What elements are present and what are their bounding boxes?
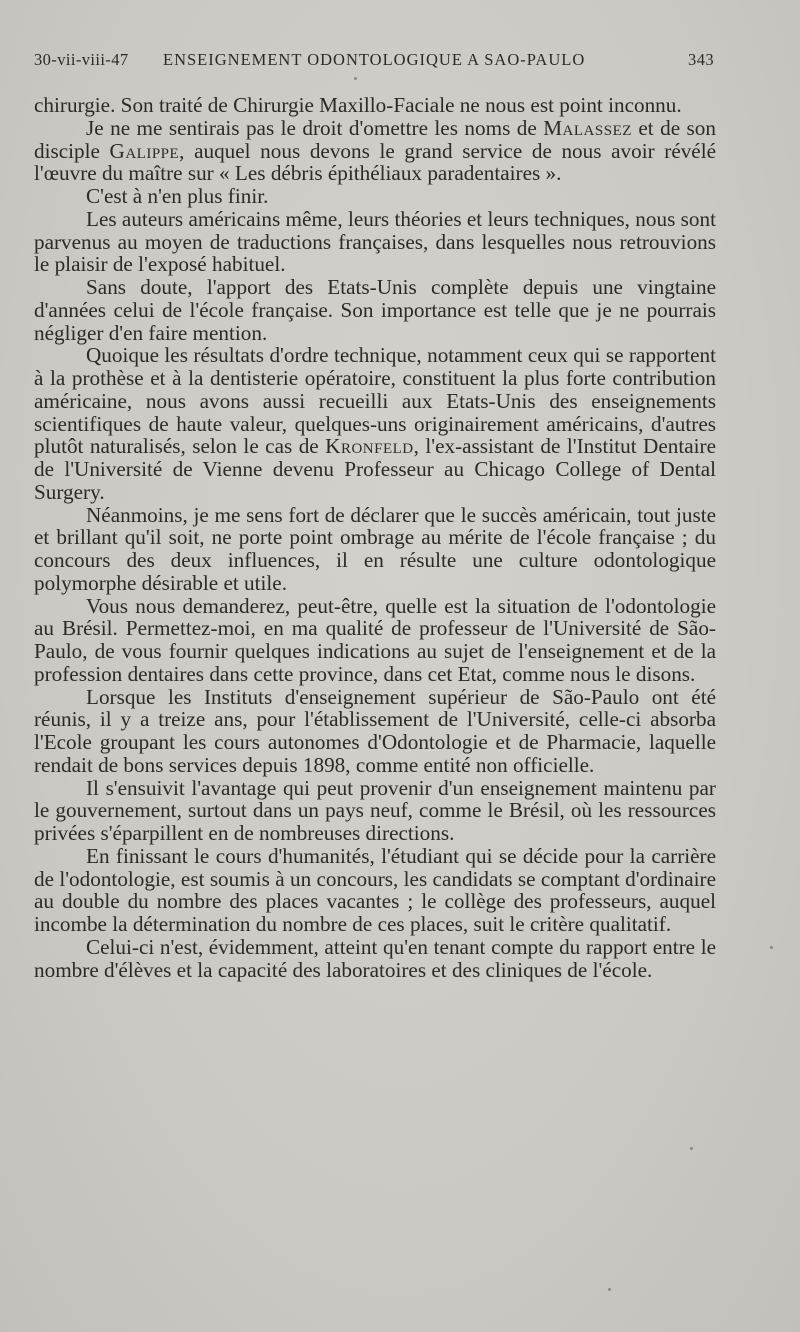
page-number: 343 [688, 50, 714, 69]
paragraph: Quoique les résultats d'ordre technique, notamment ceux qui se rapportent à la prothèse et à la dentisterie opératoire, constituent la plus forte contribution américaine, nous avons aussi recueilli aux Etats-Unis des enseignements scientifiques de haute valeur, quelques-uns originairement américains, d'autres plutôt naturalisés, selon le cas de Kronfeld, l'ex-assistant de l'Institut Dentaire de l'Université de Vienne devenu Professeur au Chicago College of Dental Surgery. [34, 343, 716, 504]
header-title: ENSEIGNEMENT ODONTOLOGIQUE A SAO-PAULO [163, 50, 586, 69]
paragraph: Néanmoins, je me sens fort de déclarer que le succès américain, tout juste et brillant qu'il soit, ne porte point ombrage au mérite de l'école française ; du concours des deux influences, il en résulte une culture odontologique polymorphe désirable et utile. [34, 502, 716, 595]
paragraph: Lorsque les Instituts d'enseignement supérieur de São-Paulo ont été réunis, il y a treize ans, pour l'établissement de l'Université, celle-ci absorba l'Ecole groupant les cours autonomes d'Odontologie et de Pharmacie, laquelle rendait de bons services depuis 1898, comme entité non officielle. [34, 684, 716, 777]
author-name: Galippe [109, 138, 180, 163]
paper-speck [770, 946, 773, 949]
paragraph: chirurgie. Son traité de Chirurgie Maxillo-Faciale ne nous est point inconnu. [34, 93, 682, 117]
paper-speck [354, 77, 357, 80]
author-name: Malassez [543, 115, 632, 140]
paper-speck [608, 1288, 611, 1291]
paragraph: Je ne me sentirais pas le droit d'omettre les noms de Malassez et de son disciple Galippe, auquel nous devons le grand service de nous avoir révélé l'œuvre du maître sur « Les débris épithéliaux paradentaires ». [34, 115, 717, 186]
author-name: Kronfeld [325, 434, 414, 459]
paragraph: Vous nous demanderez, peut-être, quelle est la situation de l'odontologie au Brésil. Permettez-moi, en ma qualité de professeur de l'Université de São-Paulo, de vous fournir quelques indications au sujet de l'enseignement et de la profession dentaires dans cette province, dans cet Etat, comme nous le disons. [34, 593, 716, 686]
paragraph: En finissant le cours d'humanités, l'étudiant qui se décide pour la carrière de l'odontologie, est soumis à un concours, les candidats se comptant d'ordinaire au double du nombre des places vacantes ; le collège des professeurs, auquel incombe la détermination du nombre de ces places, suit le critère qualitatif. [34, 843, 716, 936]
header-date: 30-vii-viii-47 [34, 50, 129, 69]
paragraph: Celui-ci n'est, évidemment, atteint qu'en tenant compte du rapport entre le nombre d'élèves et la capacité des laboratoires et des cliniques de l'école. [34, 934, 716, 982]
body-text [34, 94, 716, 981]
paragraph: Il s'ensuivit l'avantage qui peut provenir d'un enseignement maintenu par le gouvernement, surtout dans un pays neuf, comme le Brésil, où les ressources privées s'éparpillent en de nombreuses directions. [34, 775, 716, 845]
running-head [34, 50, 714, 72]
paragraph: C'est à n'en plus finir. [86, 184, 269, 208]
paragraph: Sans doute, l'apport des Etats-Unis complète depuis une vingtaine d'années celui de l'école française. Son importance est telle que je ne pourrais négliger d'en faire mention. [34, 275, 716, 345]
paragraph: Les auteurs américains même, leurs théories et leurs techniques, nous sont parvenus au moyen de traductions françaises, dans lesquelles nous retrouvions le plaisir de l'exposé habituel. [34, 206, 716, 277]
paper-speck [690, 1147, 693, 1150]
